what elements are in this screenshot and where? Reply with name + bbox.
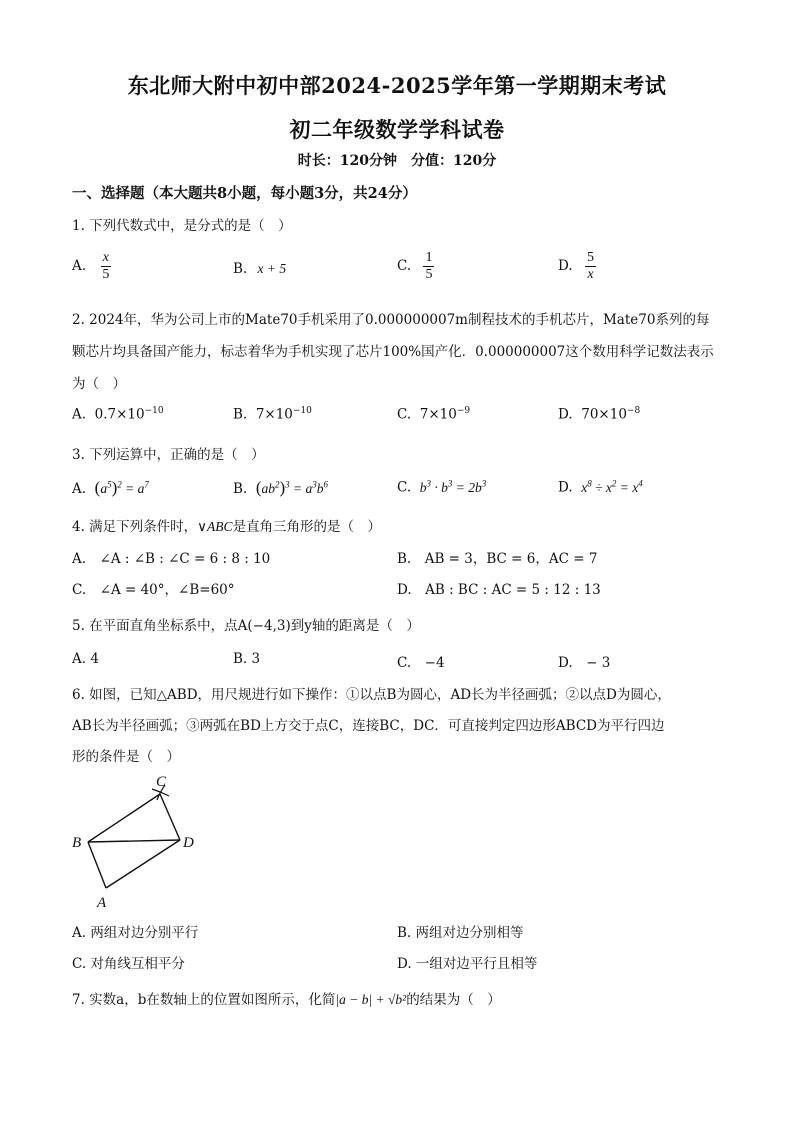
question-2-line-1: 2. 2024年，华为公司上市的Mate70手机采用了0.000000007m制程技术的手机芯片，Mate70系列的每	[72, 312, 710, 328]
question-2-option-d: D. $70\times 10^{-8}$	[558, 406, 641, 423]
segment-bc	[88, 794, 160, 842]
question-3-option-a: A. $(a^5)^2 = a^7$	[72, 478, 149, 497]
question-5-option-d: D. − 3	[558, 655, 611, 671]
segment-ad	[106, 840, 180, 888]
label-d: D	[183, 835, 194, 851]
label-c: C	[156, 774, 167, 790]
question-6-line-1: 6. 如图，已知△ABD，用尺规进行如下操作：①以点B为圆心，AD长为半径画弧；②以点D为圆心，	[72, 687, 671, 703]
question-1-option-b: B. x + 5	[233, 261, 287, 277]
question-4-option-a: A. ∠A : ∠B : ∠C = 6 : 8 : 10	[72, 551, 271, 567]
question-6-option-b: B. 两组对边分别相等	[397, 925, 524, 941]
exam-meta: 时长：120分钟 分值：120分	[297, 153, 497, 169]
label-b: B	[72, 835, 82, 851]
question-2-option-a: A. $0.7\times 10^{-10}$	[72, 406, 164, 423]
label-a: A	[97, 895, 107, 911]
question-4-option-c: C. ∠A = 40°，∠B=60°	[72, 582, 235, 598]
question-4-stem: 4. 满足下列条件时，∨ABC是直角三角形的是（ ）	[72, 519, 382, 535]
exam-subtitle: 初二年级数学学科试卷	[289, 117, 505, 142]
question-2-option-b: B. $7\times 10^{-10}$	[233, 406, 312, 423]
question-2-option-c: C. $7\times 10^{-9}$	[397, 406, 471, 423]
section-heading: 一、选择题（本大题共8小题，每小题3分，共24分）	[72, 185, 417, 202]
question-3-option-d: D. $x^8 \div x^2 = x^4$	[558, 478, 643, 496]
question-3-option-c: C. $b^3 \cdot b^3 = 2b^3$	[397, 478, 487, 496]
segment-cd	[160, 794, 180, 840]
question-5-stem: 5. 在平面直角坐标系中，点A(−4,3)到y轴的距离是（ ）	[72, 618, 420, 634]
question-6-option-a: A. 两组对边分别平行	[72, 925, 199, 941]
question-1-stem: 1. 下列代数式中，是分式的是（ ）	[72, 218, 292, 234]
question-7-stem: 7. 实数a，b在数轴上的位置如图所示，化简|a − b| + √b²的结果为（ ）	[72, 992, 501, 1008]
question-1-option-c: C. $\frac{1}{5}$	[397, 250, 433, 283]
segment-bd	[88, 840, 180, 842]
question-2-line-3: 为（ ）	[72, 376, 126, 392]
question-6-option-c: C. 对角线互相平分	[72, 956, 185, 972]
segment-ab	[88, 842, 106, 888]
question-1-option-d: D. $\frac{5}{x}$	[558, 250, 594, 283]
question-5-option-c: C. −4	[397, 655, 445, 671]
question-6-line-3: 形的条件是（ ）	[72, 749, 180, 765]
question-5-option-b: B. 3	[233, 651, 261, 667]
parallelogram-figure	[66, 770, 216, 912]
question-6-line-2: AB长为半径画弧；③两弧在BD上方交于点C，连接BC，DC．可直接判定四边形ABCD为平行四边	[72, 718, 665, 734]
question-4-option-b: B. AB = 3，BC = 6，AC = 7	[397, 551, 598, 567]
question-1-option-a: A. $\frac{x}{5}$	[72, 250, 110, 283]
question-3-stem: 3. 下列运算中，正确的是（ ）	[72, 447, 265, 463]
exam-title: 东北师大附中初中部2024-2025学年第一学期期末考试	[127, 73, 667, 98]
question-6-option-d: D. 一组对边平行且相等	[397, 956, 538, 972]
question-2-line-2: 颗芯片均具备国产能力，标志着华为手机实现了芯片100%国产化．0.000000007这个数用科学记数法表示	[72, 344, 714, 360]
question-5-option-a: A. 4	[72, 651, 99, 667]
question-3-option-b: B. $(ab^2)^3 = a^3b^6$	[233, 478, 329, 497]
question-4-option-d: D. AB : BC : AC = 5 : 12 : 13	[397, 582, 601, 598]
